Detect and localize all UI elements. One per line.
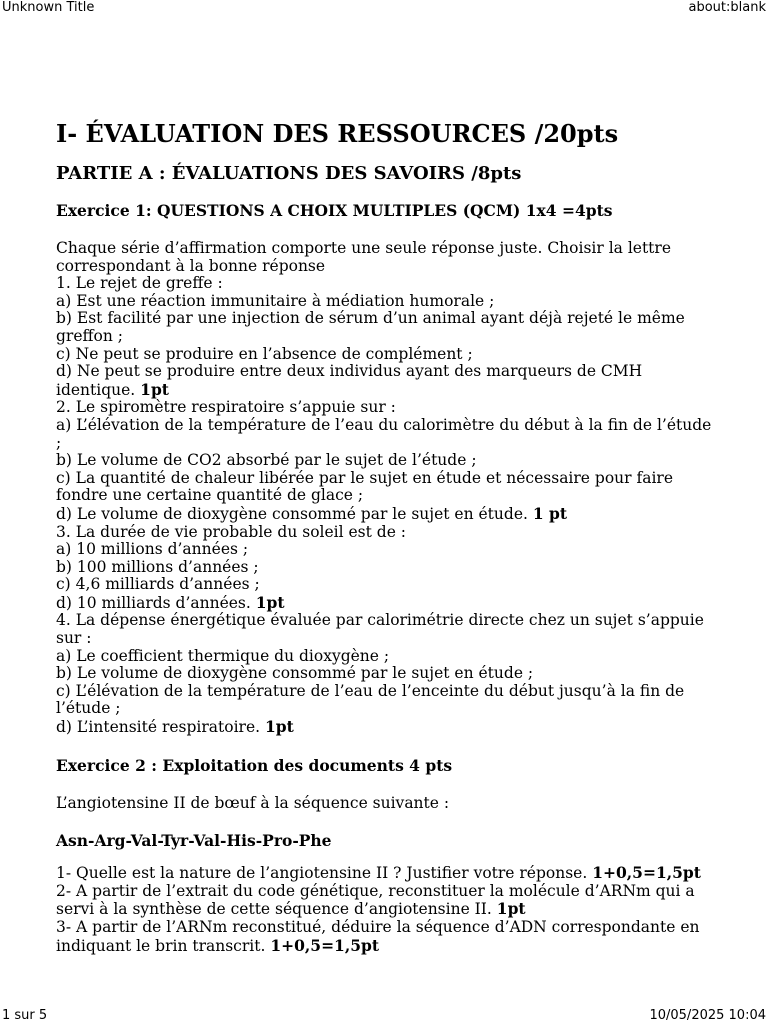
print-title: Unknown Title (2, 0, 95, 15)
question-line (56, 864, 716, 883)
option: b) 100 millions d’années ; (56, 557, 259, 576)
option: a) Le coefficient thermique du dioxygène ; (56, 646, 390, 665)
option: d) Ne peut se produire entre deux individus ayant des marqueurs de CMH (56, 362, 643, 381)
option: greffon ; (56, 326, 123, 345)
question-2: 2. Le spiromètre respiratoire s’appuie sur : (56, 398, 396, 417)
option (56, 381, 716, 400)
question-line (56, 900, 716, 919)
partie-a-title: PARTIE A : ÉVALUATIONS DES SAVOIRS /8pts (56, 163, 522, 184)
page-number: 1 sur 5 (2, 1008, 48, 1023)
question-1: 1. Le rejet de greffe : (56, 274, 223, 293)
question-line (56, 937, 716, 956)
points: 1+0,5=1,5pt (270, 935, 380, 955)
question-text: servi à la synthèse de cette séquence d’angiotensine II. (56, 900, 492, 919)
question-line: 2- A partir de l’extrait du code génétique, reconstituer la molécule d’ARNm qui a (56, 881, 695, 900)
option: fondre une certaine quantité de glace ; (56, 486, 364, 505)
points: 1pt (496, 899, 526, 919)
intro-line: Chaque série d’affirmation comporte une seule réponse juste. Choisir la lettre (56, 239, 671, 257)
option-text: d) 10 milliards d’années. (56, 593, 251, 612)
option (56, 505, 716, 524)
document-body (56, 118, 716, 955)
points: 1 pt (532, 503, 568, 523)
option: ; (56, 433, 62, 452)
print-datetime: 10/05/2025 10:04 (649, 1008, 766, 1023)
question-4: 4. La dépense énergétique évaluée par calorimétrie directe chez un sujet s’appuie (56, 611, 704, 630)
intro-line: correspondant à la bonne réponse (56, 256, 326, 275)
question-line: 3- A partir de l’ARNm reconstitué, déduire la séquence d’ADN correspondante en (56, 918, 700, 936)
section-title: I- ÉVALUATION DES RESSOURCES /20pts (56, 119, 619, 148)
option: c) La quantité de chaleur libérée par le sujet en étude et nécessaire pour faire (56, 468, 673, 487)
option: b) Le volume de CO2 absorbé par le sujet de l’étude ; (56, 451, 477, 470)
option (56, 594, 716, 613)
question-3: 3. La durée de vie probable du soleil est de : (56, 522, 407, 541)
print-url: about:blank (688, 0, 766, 15)
peptide-sequence: Asn-Arg-Val-Tyr-Val-His-Pro-Phe (56, 831, 332, 851)
option (56, 718, 716, 737)
option: c) 4,6 milliards d’années ; (56, 575, 260, 594)
option: a) L’élévation de la température de l’eau du calorimètre du début à la fin de l’étude (56, 415, 712, 434)
question-4-cont: sur : (56, 629, 92, 648)
option: c) L’élévation de la température de l’eau de l’enceinte du début jusqu’à la fin de (56, 681, 685, 700)
exercise-2-questions (56, 864, 716, 955)
question-text: indiquant le brin transcrit. (56, 936, 266, 955)
option: b) Est facilité par une injection de sérum d’un animal ayant déjà rejeté le même (56, 309, 685, 328)
option: c) Ne peut se produire en l’absence de complément ; (56, 344, 473, 363)
print-footer (0, 1008, 768, 1023)
points: 1pt (255, 592, 285, 612)
exercise-1-title: Exercice 1: QUESTIONS A CHOIX MULTIPLES (QCM) 1x4 =4pts (56, 201, 613, 220)
question-text: 1- Quelle est la nature de l’angiotensine II ? Justifier votre réponse. (56, 864, 588, 883)
option-text: d) Le volume de dioxygène consommé par le sujet en étude. (56, 504, 528, 523)
option: b) Le volume de dioxygène consommé par le sujet en étude ; (56, 664, 534, 683)
exercise-1-body (56, 240, 716, 737)
print-header (0, 0, 768, 15)
points: 1pt (265, 717, 294, 737)
option: a) 10 millions d’années ; (56, 540, 249, 559)
option: l’étude ; (56, 699, 121, 718)
option-text: identique. (56, 380, 136, 399)
exercise-2-intro: L’angiotensine II de bœuf à la séquence suivante : (56, 793, 450, 812)
points: 1+0,5=1,5pt (592, 863, 701, 883)
exercise-2-title: Exercice 2 : Exploitation des documents 4 pts (56, 755, 453, 775)
option-text: d) L’intensité respiratoire. (56, 718, 261, 737)
points: 1pt (140, 379, 169, 399)
option: a) Est une réaction immunitaire à médiation humorale ; (56, 291, 495, 310)
